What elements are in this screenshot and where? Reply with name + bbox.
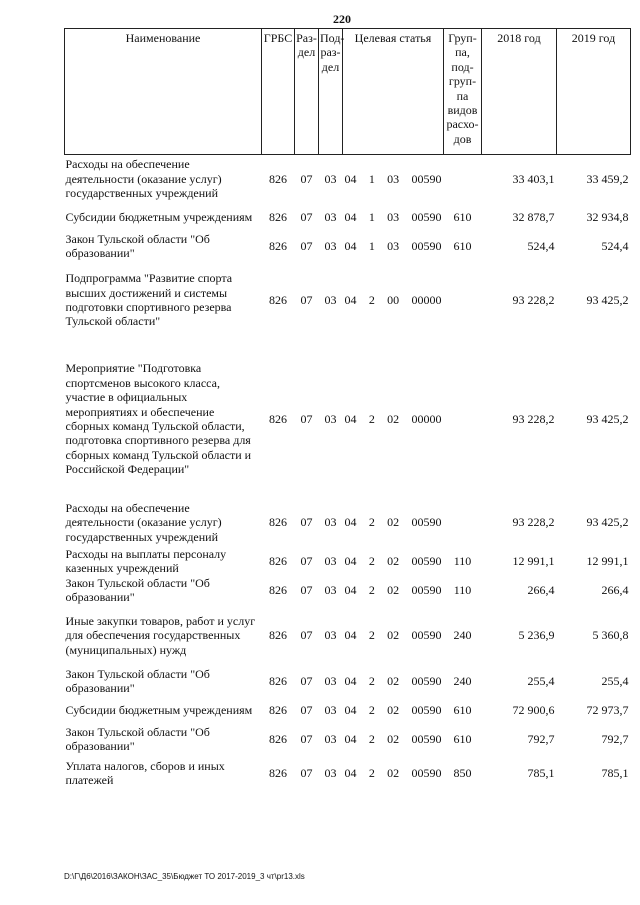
target-article-part: 04 bbox=[344, 731, 357, 746]
target-article-part: 00590 bbox=[411, 209, 442, 224]
row-value-2018: 32 878,7 bbox=[512, 209, 555, 224]
target-article-part: 2 bbox=[368, 765, 375, 780]
row-value-2019: 255,4 bbox=[601, 673, 629, 688]
target-article-part: 2 bbox=[368, 292, 375, 307]
target-article-part: 04 bbox=[344, 292, 357, 307]
target-article-part: 2 bbox=[368, 582, 375, 597]
row-value-2018: 12 991,1 bbox=[512, 553, 555, 568]
row-grbs: 826 bbox=[269, 171, 287, 186]
row-value-2018: 93 228,2 bbox=[512, 411, 555, 426]
row-podrazdel: 03 bbox=[324, 292, 337, 307]
row-value-2019: 72 973,7 bbox=[586, 702, 629, 717]
row-expense-group: 240 bbox=[453, 628, 472, 643]
row-target-article bbox=[343, 261, 444, 340]
target-article-part: 04 bbox=[344, 765, 357, 780]
row-podrazdel: 03 bbox=[324, 515, 337, 530]
target-article-part: 00590 bbox=[411, 553, 442, 568]
row-name: Расходы на обеспечение деятельности (оказание услуг) государственных учреждений bbox=[65, 157, 222, 200]
row-name: Мероприятие "Подготовка спортсменов высокого класса, участие в официальных мероприятиях и обеспечение сборных команд Тульской области, подготовка спортивного резерва для сборных команд Тульской области и Российской Федерации" bbox=[65, 361, 252, 477]
row-value-2019: 93 425,2 bbox=[586, 292, 629, 307]
table-row bbox=[65, 232, 631, 261]
header-year-2019: 2019 год bbox=[557, 29, 631, 155]
row-grbs: 826 bbox=[269, 582, 287, 597]
row-grbs: 826 bbox=[269, 515, 287, 530]
row-value-2018: 93 228,2 bbox=[512, 515, 555, 530]
table-row bbox=[65, 696, 631, 725]
row-razdel: 07 bbox=[300, 171, 313, 186]
row-podrazdel: 03 bbox=[324, 209, 337, 224]
row-razdel: 07 bbox=[300, 731, 313, 746]
row-value-2018: 72 900,6 bbox=[512, 702, 555, 717]
target-article-part: 04 bbox=[344, 411, 357, 426]
table-row bbox=[65, 203, 631, 232]
row-value-2018: 266,4 bbox=[527, 582, 555, 597]
row-grbs: 826 bbox=[269, 292, 287, 307]
row-value-2018: 93 228,2 bbox=[512, 292, 555, 307]
target-article-part: 03 bbox=[387, 238, 400, 253]
row-podrazdel: 03 bbox=[324, 702, 337, 717]
row-razdel: 07 bbox=[300, 238, 313, 253]
target-article-part: 04 bbox=[344, 673, 357, 688]
row-grbs: 826 bbox=[269, 731, 287, 746]
target-article-part: 00590 bbox=[411, 673, 442, 688]
row-podrazdel: 03 bbox=[324, 731, 337, 746]
row-target-article bbox=[343, 667, 444, 696]
row-razdel: 07 bbox=[300, 702, 313, 717]
target-article-part: 04 bbox=[344, 702, 357, 717]
table-row bbox=[65, 576, 631, 605]
table-row bbox=[65, 499, 631, 547]
target-article-part: 04 bbox=[344, 171, 357, 186]
row-value-2019: 32 934,8 bbox=[586, 209, 629, 224]
row-target-article bbox=[343, 696, 444, 725]
row-value-2018: 255,4 bbox=[527, 673, 555, 688]
table-row bbox=[65, 725, 631, 754]
row-value-2019: 792,7 bbox=[601, 731, 629, 746]
target-article-part: 00590 bbox=[411, 515, 442, 530]
table-row bbox=[65, 667, 631, 696]
row-grbs: 826 bbox=[269, 209, 287, 224]
header-target-article: Целевая статья bbox=[343, 29, 444, 155]
table-row bbox=[65, 547, 631, 576]
row-grbs: 826 bbox=[269, 411, 287, 426]
target-article-part: 1 bbox=[368, 209, 375, 224]
row-value-2018: 5 236,9 bbox=[518, 628, 555, 643]
header-expense-group: Груп- па, под- груп- па видов расхо- дов bbox=[444, 29, 482, 155]
row-expense-group bbox=[444, 155, 482, 203]
row-target-article bbox=[343, 605, 444, 667]
table-row bbox=[65, 340, 631, 499]
target-article-part: 1 bbox=[368, 171, 375, 186]
row-value-2019: 33 459,2 bbox=[586, 171, 629, 186]
row-name: Уплата налогов, сборов и иных платежей bbox=[65, 758, 225, 787]
row-name: Расходы на выплаты персоналу казенных учреждений bbox=[65, 546, 227, 575]
table-row bbox=[65, 261, 631, 340]
target-article-part: 02 bbox=[387, 628, 400, 643]
row-value-2019: 93 425,2 bbox=[586, 411, 629, 426]
row-razdel: 07 bbox=[300, 628, 313, 643]
target-article-part: 1 bbox=[368, 238, 375, 253]
target-article-part: 02 bbox=[387, 731, 400, 746]
budget-table bbox=[64, 28, 631, 793]
row-value-2018: 785,1 bbox=[527, 765, 555, 780]
row-podrazdel: 03 bbox=[324, 553, 337, 568]
table-row bbox=[65, 155, 631, 203]
row-name: Субсидии бюджетным учреждениям bbox=[65, 209, 253, 224]
target-article-part: 2 bbox=[368, 515, 375, 530]
row-razdel: 07 bbox=[300, 411, 313, 426]
header-grbs: ГРБС bbox=[262, 29, 295, 155]
row-podrazdel: 03 bbox=[324, 411, 337, 426]
row-expense-group bbox=[444, 261, 482, 340]
row-target-article bbox=[343, 232, 444, 261]
row-expense-group: 610 bbox=[453, 702, 472, 717]
target-article-part: 02 bbox=[387, 702, 400, 717]
table-header-row bbox=[65, 29, 631, 155]
target-article-part: 00590 bbox=[411, 582, 442, 597]
row-razdel: 07 bbox=[300, 292, 313, 307]
row-name: Расходы на обеспечение деятельности (оказание услуг) государственных учреждений bbox=[65, 500, 222, 544]
row-target-article bbox=[343, 576, 444, 605]
row-expense-group bbox=[444, 340, 482, 499]
target-article-part: 2 bbox=[368, 731, 375, 746]
target-article-part: 2 bbox=[368, 702, 375, 717]
row-expense-group: 240 bbox=[453, 673, 472, 688]
target-article-part: 00590 bbox=[411, 171, 442, 186]
table-row bbox=[65, 605, 631, 667]
row-expense-group: 610 bbox=[453, 238, 472, 253]
row-value-2019: 93 425,2 bbox=[586, 515, 629, 530]
footer-file-path: D:\Г\Д6\2016\ЗАКОН\ЗАС_35\Бюджет ТО 2017-2019_3 чт\pr13.xls bbox=[64, 872, 305, 881]
target-article-part: 2 bbox=[368, 553, 375, 568]
header-year-2018: 2018 год bbox=[482, 29, 557, 155]
row-podrazdel: 03 bbox=[324, 582, 337, 597]
row-name: Закон Тульской области "Об образовании" bbox=[65, 231, 210, 260]
row-grbs: 826 bbox=[269, 673, 287, 688]
row-razdel: 07 bbox=[300, 582, 313, 597]
target-article-part: 02 bbox=[387, 411, 400, 426]
row-expense-group: 110 bbox=[453, 553, 472, 568]
target-article-part: 02 bbox=[387, 765, 400, 780]
row-target-article bbox=[343, 754, 444, 793]
target-article-part: 00000 bbox=[411, 411, 442, 426]
target-article-part: 04 bbox=[344, 553, 357, 568]
row-value-2019: 785,1 bbox=[601, 765, 629, 780]
row-target-article bbox=[343, 155, 444, 203]
row-value-2019: 266,4 bbox=[601, 582, 629, 597]
row-grbs: 826 bbox=[269, 702, 287, 717]
row-podrazdel: 03 bbox=[324, 628, 337, 643]
target-article-part: 00590 bbox=[411, 238, 442, 253]
row-podrazdel: 03 bbox=[324, 673, 337, 688]
row-razdel: 07 bbox=[300, 515, 313, 530]
page-number: 220 bbox=[333, 12, 351, 26]
target-article-part: 02 bbox=[387, 673, 400, 688]
row-expense-group: 850 bbox=[453, 765, 472, 780]
row-target-article bbox=[343, 340, 444, 499]
row-expense-group bbox=[444, 499, 482, 547]
target-article-part: 00590 bbox=[411, 628, 442, 643]
target-article-part: 03 bbox=[387, 171, 400, 186]
row-razdel: 07 bbox=[300, 765, 313, 780]
row-value-2018: 33 403,1 bbox=[512, 171, 555, 186]
row-grbs: 826 bbox=[269, 553, 287, 568]
row-name: Закон Тульской области "Об образовании" bbox=[65, 575, 210, 604]
target-article-part: 04 bbox=[344, 238, 357, 253]
target-article-part: 04 bbox=[344, 209, 357, 224]
target-article-part: 02 bbox=[387, 553, 400, 568]
target-article-part: 00590 bbox=[411, 765, 442, 780]
row-podrazdel: 03 bbox=[324, 171, 337, 186]
row-value-2018: 524,4 bbox=[527, 238, 555, 253]
row-value-2019: 524,4 bbox=[601, 238, 629, 253]
target-article-part: 00000 bbox=[411, 292, 442, 307]
target-article-part: 00 bbox=[387, 292, 400, 307]
row-name: Закон Тульской области "Об образовании" bbox=[65, 666, 210, 695]
target-article-part: 03 bbox=[387, 209, 400, 224]
row-podrazdel: 03 bbox=[324, 238, 337, 253]
row-expense-group: 610 bbox=[453, 209, 472, 224]
row-name: Закон Тульской области "Об образовании" bbox=[65, 724, 210, 753]
row-razdel: 07 bbox=[300, 673, 313, 688]
row-expense-group: 110 bbox=[453, 582, 472, 597]
header-name: Наименование bbox=[65, 29, 262, 155]
row-razdel: 07 bbox=[300, 553, 313, 568]
target-article-part: 00590 bbox=[411, 702, 442, 717]
header-podrazdel: Под- раз- дел bbox=[319, 29, 343, 155]
row-expense-group: 610 bbox=[453, 731, 472, 746]
row-grbs: 826 bbox=[269, 238, 287, 253]
target-article-part: 04 bbox=[344, 582, 357, 597]
row-podrazdel: 03 bbox=[324, 765, 337, 780]
row-name: Подпрограмма "Развитие спорта высших достижений и системы подготовки спортивного резерва Тульской области" bbox=[65, 271, 233, 329]
target-article-part: 2 bbox=[368, 673, 375, 688]
row-target-article bbox=[343, 203, 444, 232]
target-article-part: 00590 bbox=[411, 731, 442, 746]
row-value-2018: 792,7 bbox=[527, 731, 555, 746]
row-value-2019: 12 991,1 bbox=[586, 553, 629, 568]
target-article-part: 2 bbox=[368, 628, 375, 643]
row-value-2019: 5 360,8 bbox=[592, 628, 629, 643]
row-razdel: 07 bbox=[300, 209, 313, 224]
target-article-part: 02 bbox=[387, 582, 400, 597]
table-row bbox=[65, 754, 631, 793]
row-grbs: 826 bbox=[269, 765, 287, 780]
row-name: Субсидии бюджетным учреждениям bbox=[65, 702, 253, 717]
header-razdel: Раз- дел bbox=[295, 29, 319, 155]
target-article-part: 02 bbox=[387, 515, 400, 530]
row-target-article bbox=[343, 499, 444, 547]
row-grbs: 826 bbox=[269, 628, 287, 643]
row-target-article bbox=[343, 725, 444, 754]
target-article-part: 2 bbox=[368, 411, 375, 426]
target-article-part: 04 bbox=[344, 628, 357, 643]
row-name: Иные закупки товаров, работ и услуг для обеспечения государственных (муниципальных) нужд bbox=[65, 613, 256, 657]
target-article-part: 04 bbox=[344, 515, 357, 530]
row-target-article bbox=[343, 547, 444, 576]
